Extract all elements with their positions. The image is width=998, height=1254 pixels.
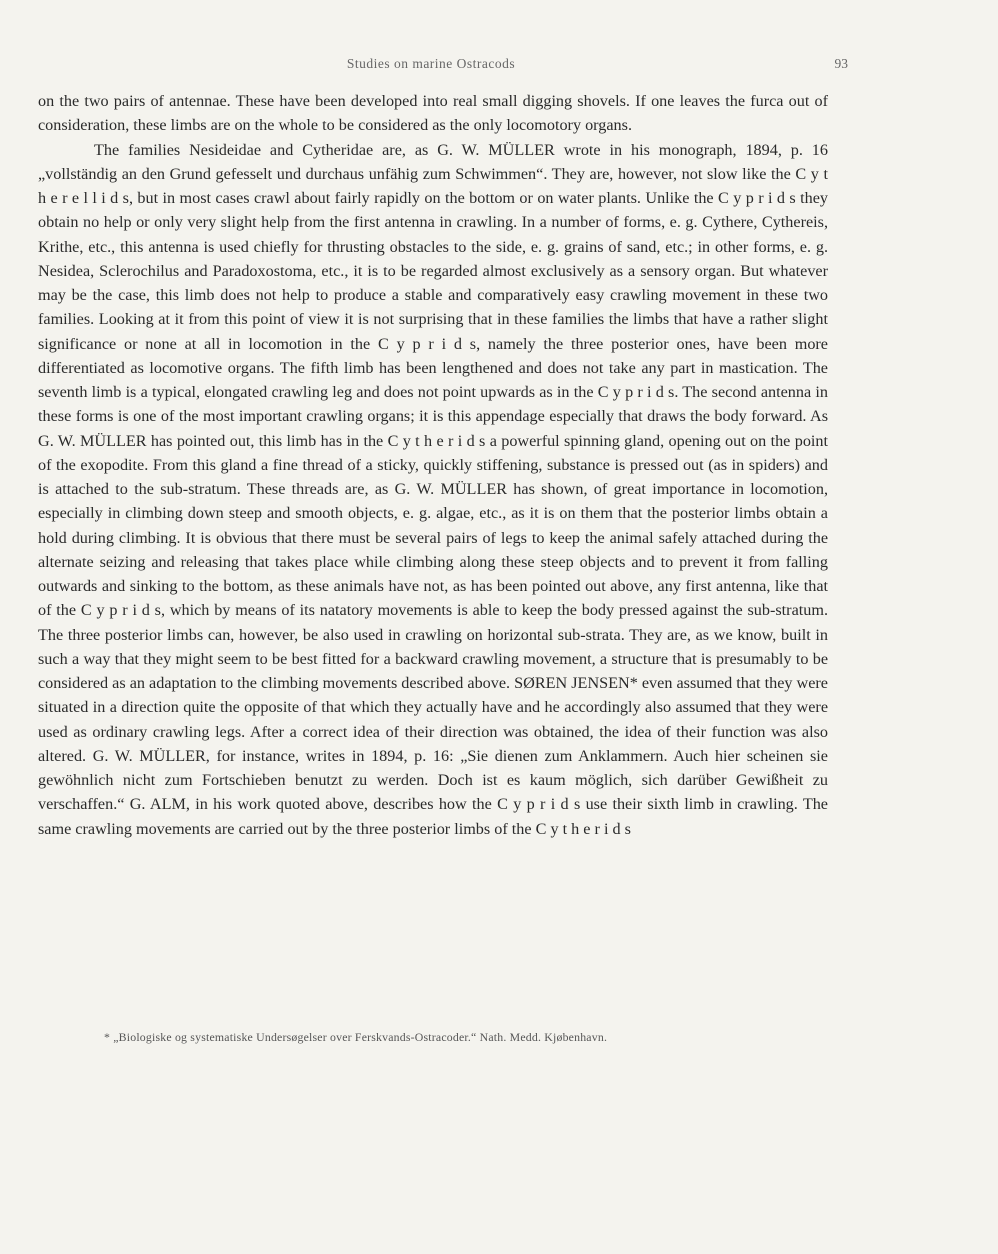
running-head: Studies on marine Ostracods — [346, 56, 516, 71]
page-number: 93 — [834, 56, 848, 71]
paragraph-2: The families Nesideidae and Cytheridae are, as G. W. MÜLLER wrote in his monograph, 1894, p. 16 „vollständig an den Grund gefesselt und durchaus unfähig zum Schwimmen“. They are, however, not slow like the C y t h e r e l l i d s, but in most cases crawl about fairly rapidly on the bottom or on water plants. Unlike the C y p r i d s they obtain no help or only very slight help from the first antenna in crawling. In a number of forms, e. g. Cythere, Cythereis, Krithe, etc., this antenna is used chiefly for thrusting obstacles to the side, e. g. grains of sand, etc.; in other forms, e. g. Nesidea, Sclerochilus and Paradoxostoma, etc., it is to be regarded almost exclusively as a sensory organ. But whatever may be the case, this limb does not help to produce a stable and comparatively easy crawling movement in these two families. Looking at it from this point of view it is not surprising that in these families the limbs that have a rather slight significance or none at all in locomotion in the C y p r i d s, namely the three posterior ones, have been more differentiated as locomotive organs. The fifth limb has been lengthened and does not take any part in mastication. The seventh limb is a typical, elongated crawling leg and does not point upwards as in the C y p r i d s. The second antenna in these forms is one of the most important crawling organs; it is this appendage especially that draws the body forward. As G. W. MÜLLER has pointed out, this limb has in the C y t h e r i d s a powerful spinning gland, opening out on the point of the exopodite. From this gland a fine thread of a sticky, quickly stiffening, substance is pressed out (as in spiders) and is attached to the sub-stratum. These threads are, as G. W. MÜLLER has shown, of great importance in locomotion, especially in climbing down steep and smooth objects, e. g. algae, etc., as it is on them that the posterior limbs obtain a hold during climbing. It is obvious that there must be several pairs of legs to keep the animal safely attached during the alternate seizing and releasing that takes place while climbing along these steep objects and to prevent it from falling outwards and sinking to the bottom, as these animals have not, as has been pointed out above, any first antenna, like that of the C y p r i d s, which by means of its natatory movements is able to keep the body pressed against the sub-stratum. The three posterior limbs can, however, be also used in crawling on horizontal sub-strata. They are, as we know, built in such a way that they might seem to be best fitted for a backward crawling movement, a structure that is presumably to be considered as an adaptation to the climbing movements described above. SØREN JENSEN* even assumed that they were situated in a direction quite the opposite of that which they actually have and he accordingly also assumed that they were used as ordinary crawling legs. After a correct idea of their direction was obtained, the idea of their function was also altered. G. W. MÜLLER, for instance, writes in 1894, p. 16: „Sie dienen zum Anklammern. Auch hier scheinen sie gewöhnlich nicht zum Fortschieben benutzt zu werden. Doch ist es kaum möglich, sich darüber Gewißheit zu verschaffen.“ G. ALM, in his work quoted above, describes how the C y p r i d s use their sixth limb in crawling. The same crawling movements are carried out by the three posterior limbs of the C y t h e r i d s — [38, 140, 828, 838]
body-text — [38, 89, 828, 841]
footnote: * „Biologiske og systematiske Undersøgelser over Ferskvands-Ostracoder.“ Nath. Medd. Kjøbenhavn. — [104, 1030, 608, 1044]
paragraph-1: on the two pairs of antennae. These have been developed into real small digging shovels. If one leaves the furca out of consideration, these limbs are on the whole to be considered as the only locomotory organs. — [38, 92, 828, 135]
